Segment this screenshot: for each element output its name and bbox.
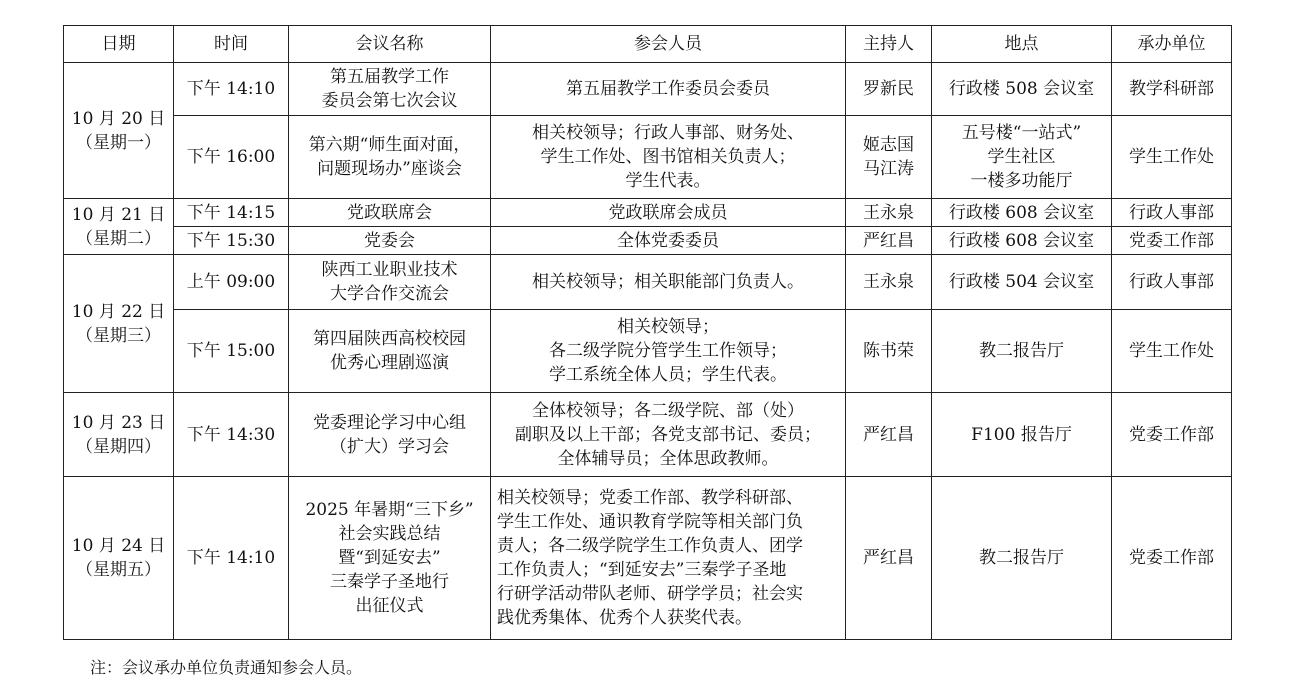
organizer-cell: 教学科研部: [1112, 63, 1232, 116]
location-cell: 行政楼 608 会议室: [932, 227, 1112, 255]
location-cell: F100 报告厅: [932, 393, 1112, 477]
date-text: 10 月 21 日: [71, 204, 166, 225]
meeting-name-cell: 党委会: [289, 227, 491, 255]
meeting-name-cell: 党委理论学习中心组 （扩大）学习会: [289, 393, 491, 477]
table-row: [64, 199, 1232, 227]
time-cell: 下午 16:00: [174, 116, 289, 199]
time-cell: 下午 15:00: [174, 310, 289, 393]
table-row: [64, 393, 1232, 477]
header-attendees: 参会人员: [491, 26, 846, 63]
weekday-text: （星期一）: [76, 132, 161, 153]
time-cell: 下午 15:30: [174, 227, 289, 255]
table-row: [64, 477, 1232, 640]
host-cell: 严红昌: [846, 393, 932, 477]
table-row: [64, 227, 1232, 255]
host-cell: 罗新民: [846, 63, 932, 116]
attendees-cell: 第五届教学工作委员会委员: [491, 63, 846, 116]
date-cell: [64, 393, 174, 477]
weekday-text: （星期五）: [76, 560, 161, 580]
date-cell: [64, 477, 174, 640]
date-text: 10 月 23 日: [71, 412, 166, 433]
date-cell: [64, 255, 174, 393]
header-location: 地点: [932, 26, 1112, 63]
table-row: [64, 255, 1232, 310]
host-cell: 严红昌: [846, 477, 932, 640]
table-row: [64, 310, 1232, 393]
meeting-name-cell: 陕西工业职业技术 大学合作交流会: [289, 255, 491, 310]
header-date: 日期: [64, 26, 174, 63]
date-text: 10 月 22 日: [71, 301, 166, 322]
attendees-cell: 党政联席会成员: [491, 199, 846, 227]
host-cell: 陈书荣: [846, 310, 932, 393]
date-text: 10 月 24 日: [71, 536, 166, 556]
host-cell: 严红昌: [846, 227, 932, 255]
location-cell: 教二报告厅: [932, 310, 1112, 393]
header-host: 主持人: [846, 26, 932, 63]
table-row: [64, 116, 1232, 199]
host-cell: 王永泉: [846, 199, 932, 227]
organizer-cell: 学生工作处: [1112, 310, 1232, 393]
time-cell: 下午 14:10: [174, 477, 289, 640]
attendees-cell: 全体校领导；各二级学院、部（处） 副职及以上干部；各党支部书记、委员； 全体辅导员；全体思政教师。: [491, 393, 846, 477]
organizer-cell: 学生工作处: [1112, 116, 1232, 199]
attendees-cell: 相关校领导；党委工作部、教学科研部、 学生工作处、通识教育学院等相关部门负 责人；各二级学院学生工作负责人、团学 工作负责人；“到延安去”三秦学子圣地 行研学活动带队老师、研学学员；社会实 践优秀集体、优秀个人获奖代表。: [491, 477, 846, 640]
date-cell: [64, 199, 174, 255]
organizer-cell: 党委工作部: [1112, 477, 1232, 640]
header-time: 时间: [174, 26, 289, 63]
location-cell: 教二报告厅: [932, 477, 1112, 640]
footnote: 注：会议承办单位负责通知参会人员。: [90, 658, 363, 677]
attendees-cell: 相关校领导；相关职能部门负责人。: [491, 255, 846, 310]
organizer-cell: 党委工作部: [1112, 393, 1232, 477]
time-cell: 下午 14:10: [174, 63, 289, 116]
meeting-schedule-table: [63, 25, 1232, 640]
meeting-name-cell: 第六期“师生面对面， 问题现场办”座谈会: [289, 116, 491, 199]
attendees-cell: 相关校领导； 各二级学院分管学生工作领导； 学工系统全体人员；学生代表。: [491, 310, 846, 393]
weekday-text: （星期三）: [76, 325, 161, 346]
host-cell: 姬志国 马江涛: [846, 116, 932, 199]
location-cell: 五号楼“一站式” 学生社区 一楼多功能厅: [932, 116, 1112, 199]
organizer-cell: 党委工作部: [1112, 227, 1232, 255]
header-meeting-name: 会议名称: [289, 26, 491, 63]
meeting-name-cell: 2025 年暑期“三下乡” 社会实践总结 暨“到延安去” 三秦学子圣地行 出征仪式: [289, 477, 491, 640]
location-cell: 行政楼 508 会议室: [932, 63, 1112, 116]
location-cell: 行政楼 504 会议室: [932, 255, 1112, 310]
table-header-row: [64, 26, 1232, 63]
meeting-name-cell: 党政联席会: [289, 199, 491, 227]
table-row: [64, 63, 1232, 116]
header-organizer: 承办单位: [1112, 26, 1232, 63]
date-text: 10 月 20 日: [71, 108, 166, 129]
location-cell: 行政楼 608 会议室: [932, 199, 1112, 227]
organizer-cell: 行政人事部: [1112, 255, 1232, 310]
attendees-cell: 相关校领导；行政人事部、财务处、 学生工作处、图书馆相关负责人； 学生代表。: [491, 116, 846, 199]
attendees-cell: 全体党委委员: [491, 227, 846, 255]
time-cell: 下午 14:15: [174, 199, 289, 227]
host-cell: 王永泉: [846, 255, 932, 310]
time-cell: 上午 09:00: [174, 255, 289, 310]
organizer-cell: 行政人事部: [1112, 199, 1232, 227]
weekday-text: （星期四）: [76, 436, 161, 457]
date-cell: [64, 63, 174, 199]
time-cell: 下午 14:30: [174, 393, 289, 477]
meeting-name-cell: 第四届陕西高校校园 优秀心理剧巡演: [289, 310, 491, 393]
weekday-text: （星期二）: [76, 228, 161, 249]
meeting-name-cell: 第五届教学工作 委员会第七次会议: [289, 63, 491, 116]
